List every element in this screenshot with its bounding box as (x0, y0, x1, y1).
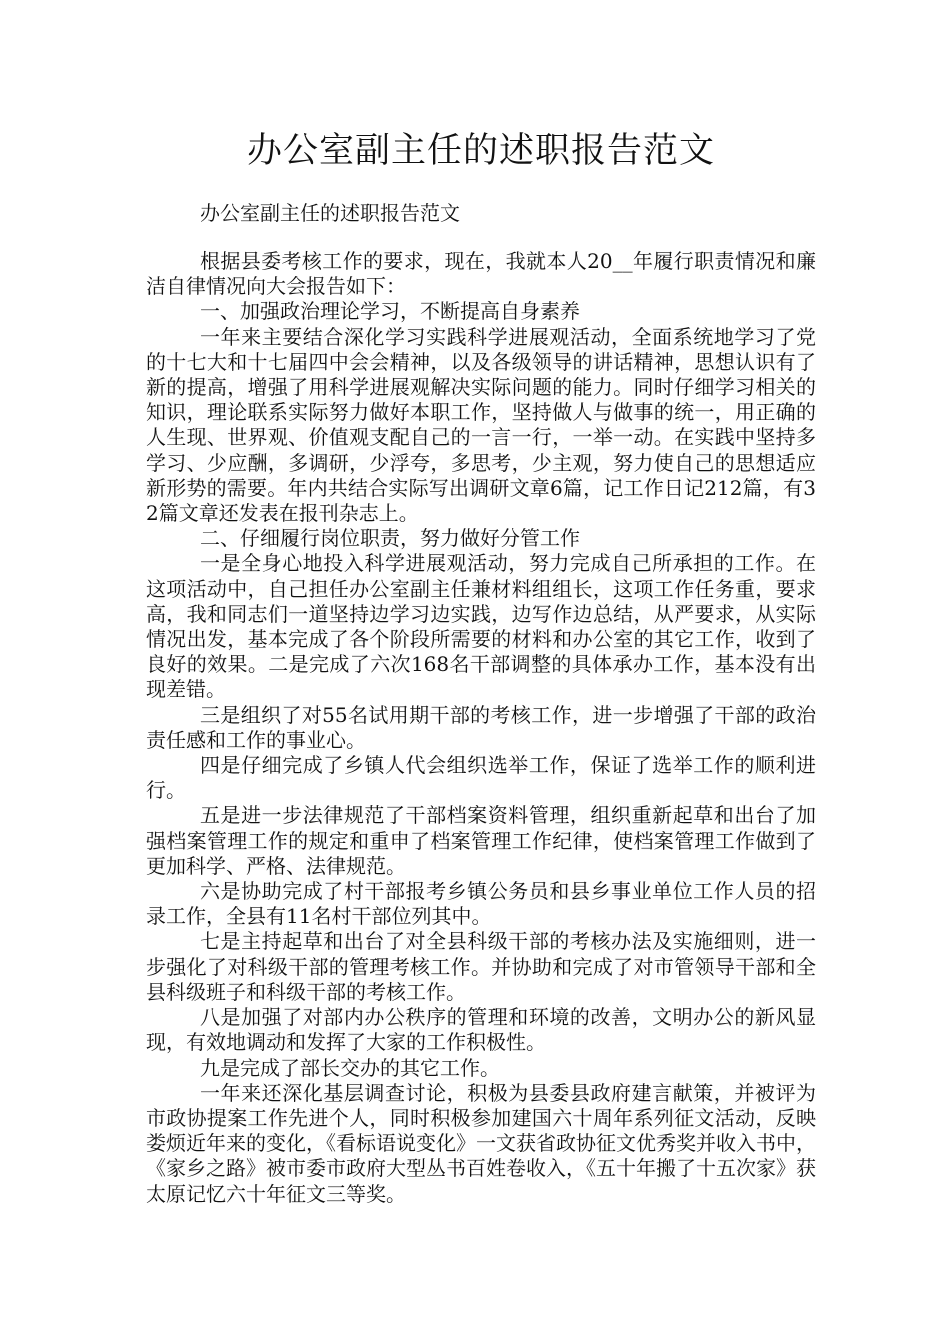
paragraph: 八是加强了对部内办公秩序的管理和环境的改善，文明办公的新风显现，有效地调动和发挥了大家的工作积极性。 (146, 1005, 816, 1055)
paragraph: 一是全身心地投入科学进展观活动，努力完成自己所承担的工作。在这项活动中，自己担任办公室副主任兼材料组组长，这项工作任务重，要求高，我和同志们一道坚持边学习边实践，边写作边总结，从严要求，从实际情况出发，基本完成了各个阶段所需要的材料和办公室的其它工作，收到了良好的效果。二是完成了六次168名干部调整的具体承办工作，基本没有出现差错。 (146, 551, 816, 702)
section-heading-2: 二、仔细履行岗位职责，努力做好分管工作 (200, 526, 580, 551)
document-subtitle: 办公室副主任的述职报告范文 (200, 201, 460, 225)
paragraph: 九是完成了部长交办的其它工作。 (200, 1055, 500, 1080)
document-body (146, 249, 816, 1207)
paragraph-intro: 根据县委考核工作的要求，现在，我就本人20__年履行职责情况和廉洁自律情况向大会报告如下： (146, 249, 816, 299)
paragraph: 五是进一步法律规范了干部档案资料管理，组织重新起草和出台了加强档案管理工作的规定和重申了档案管理工作纪律，使档案管理工作做到了更加科学、严格、法律规范。 (146, 803, 816, 878)
paragraph: 一年来主要结合深化学习实践科学进展观活动，全面系统地学习了党的十七大和十七届四中会会精神，以及各级领导的讲话精神，思想认识有了新的提高，增强了用科学进展观解决实际问题的能力。同时仔细学习相关的知识，理论联系实际努力做好本职工作，坚持做人与做事的统一，用正确的人生现、世界观、价值观支配自己的一言一行，一举一动。在实践中坚持多学习、少应酬，多调研，少浮夸，多思考，少主观，努力使自己的思想适应新形势的需要。年内共结合实际写出调研文章6篇，记工作日记212篇，有32篇文章还发表在报刊杂志上。 (146, 324, 816, 526)
paragraph: 四是仔细完成了乡镇人代会组织选举工作，保证了选举工作的顺利进行。 (146, 753, 816, 803)
document-title: 办公室副主任的述职报告范文 (246, 131, 715, 171)
paragraph: 七是主持起草和出台了对全县科级干部的考核办法及实施细则，进一步强化了对科级干部的管理考核工作。并协助和完成了对市管领导干部和全县科级班子和科级干部的考核工作。 (146, 929, 816, 1004)
paragraph: 一年来还深化基层调查讨论，积极为县委县政府建言献策，并被评为市政协提案工作先进个人，同时积极参加建国六十周年系列征文活动，反映娄烦近年来的变化，《看标语说变化》一文获省政协征文优秀奖并收入书中，《家乡之路》被市委市政府大型丛书百姓卷收入，《五十年搬了十五次家》获太原记忆六十年征文三等奖。 (146, 1080, 816, 1206)
paragraph: 六是协助完成了村干部报考乡镇公务员和县乡事业单位工作人员的招录工作，全县有11名村干部位列其中。 (146, 879, 816, 929)
section-heading-1: 一、加强政治理论学习，不断提高自身素养 (200, 299, 580, 324)
paragraph: 三是组织了对55名试用期干部的考核工作，进一步增强了干部的政治责任感和工作的事业心。 (146, 702, 816, 752)
